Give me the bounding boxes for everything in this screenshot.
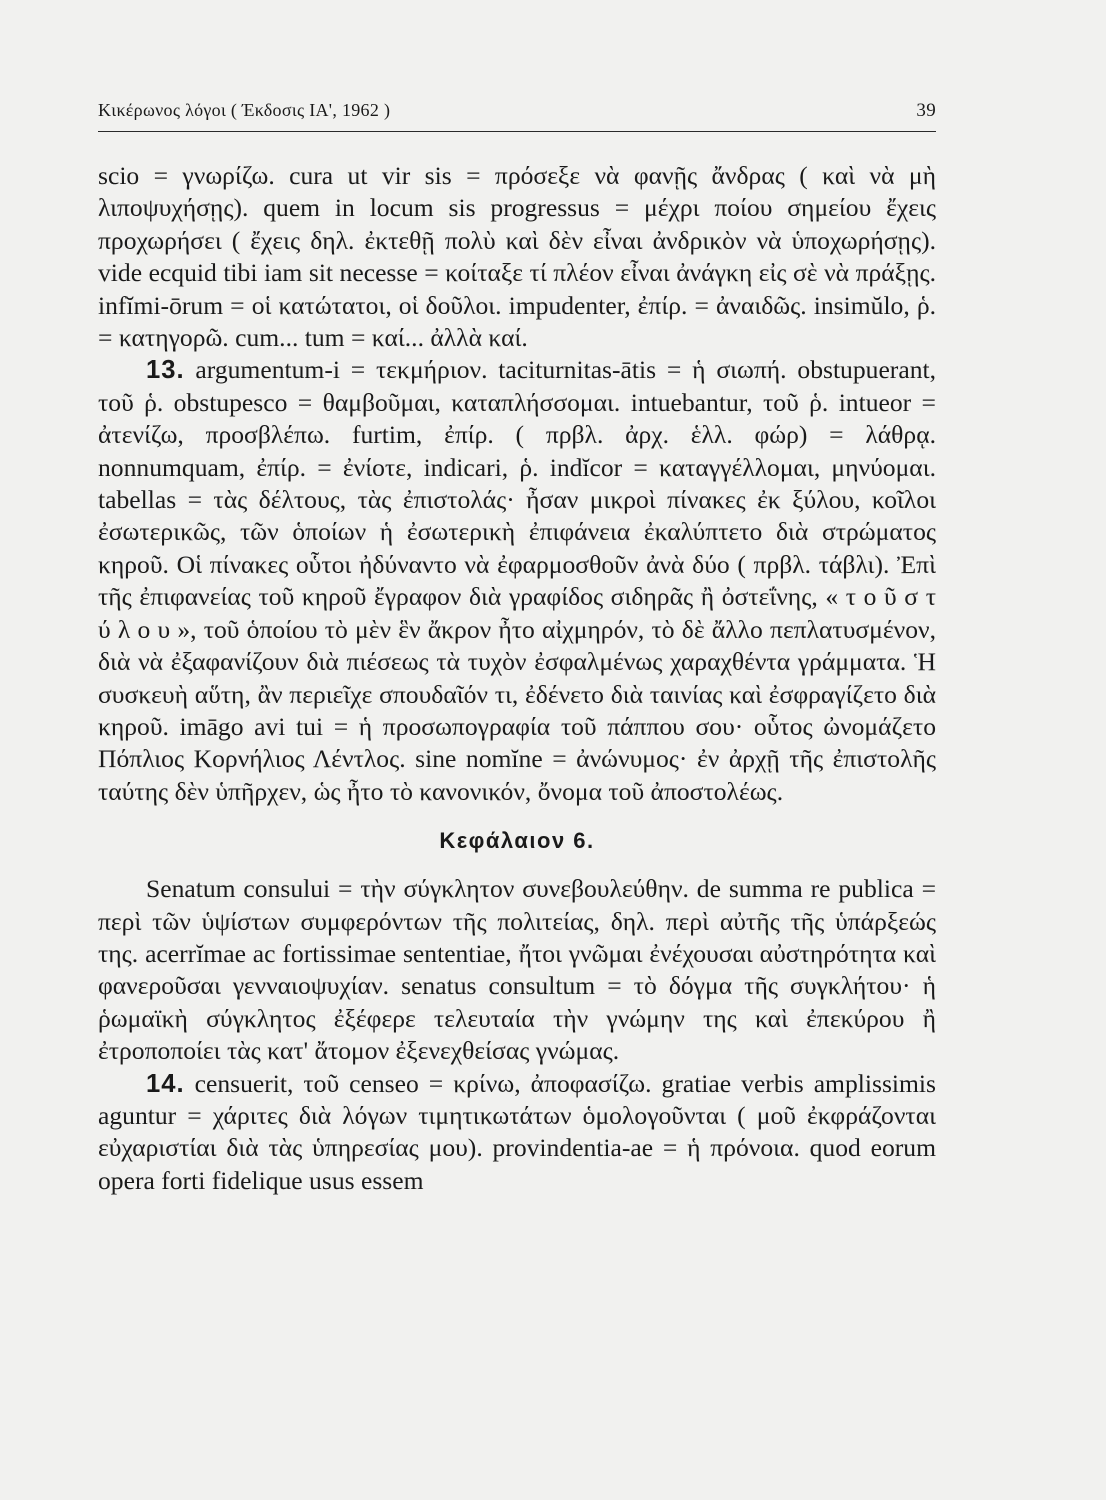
- paragraph-13-text: argumentum-i = τεκμήριον. taciturnitas-ātis = ἡ σιωπή. obstupuerant, τοῦ ῥ. obstupesco = θαμβοῦμαι, καταπλήσσομαι. intuebantur, τοῦ ῥ. intueor = ἀτενίζω, προσβλέπω. furtim, ἐπίρ. ( πρβλ. ἀρχ. ἑλλ. φώρ) = λάθρᾳ. nonnumquam, ἐπίρ. = ἐνίοτε, indicari, ῥ. indĭcor = καταγγέλλομαι, μηνύομαι. tabellas = τὰς δέλτους, τὰς ἐπιστολάς· ἦσαν μικροὶ πίνακες ἐκ ξύλου, κοῖλοι ἐσωτερικῶς, τῶν ὁποίων ἡ ἐσωτερικὴ ἐπιφάνεια ἐκαλύπτετο διὰ στρώματος κηροῦ. Οἱ πίνακες οὗτοι ἠδύναντο νὰ ἐφαρμοσθοῦν ἀνὰ δύο ( πρβλ. τάβλι). Ἐπὶ τῆς ἐπιφανείας τοῦ κηροῦ ἔγραφον διὰ γραφίδος σιδηρᾶς ἢ ὀστεΐνης, « τ ο ῦ σ τ ύ λ ο υ », τοῦ ὁποίου τὸ μὲν ἓν ἄκρον ἦτο αἰχμηρόν, τὸ δὲ ἄλλο πεπλατυσμένον, διὰ νὰ ἐξαφανίζουν διὰ πιέσεως τὰ τυχὸν ἐσφαλμένως χαραχθέντα γράμματα. Ἡ συσκευὴ αὕτη, ἂν περιεῖχε σπουδαῖόν τι, ἐδένετο διὰ ταινίας καὶ ἐσφραγίζετο διὰ κηροῦ. imāgo avi tui = ἡ προσωπογραφία τοῦ πάππου σου· οὗτος ὠνομάζετο Πόπλιος Κορνήλιος Λέντλος. sine nomĭne = ἀνώνυμος· ἐν ἀρχῇ τῆς ἐπιστολῆς ταύτης δὲν ὑπῆρχεν, ὡς ἦτο τὸ κανονικόν, ὄνομα τοῦ ἀποστολέως.: [98, 355, 937, 806]
- paragraph-chapter-6-intro: Senatum consului = τὴν σύγκλητον συνεβουλεύθην. de summa re publica = περὶ τῶν ὑψίστων συμφερόντων τῆς πολιτείας, δηλ. περὶ αὐτῆς τῆς ὑπάρξεώς της. acerrĭmae ac fortissimae sententiae, ἤτοι γνῶμαι ἐνέχουσαι αὐστηρότητα καὶ φανεροῦσαι γενναιοψυχίαν. senatus consultum = τὸ δόγμα τῆς συγκλήτου· ἡ ῥωμαϊκὴ σύγκλητος ἐξέφερε τελευταία τὴν γνώμην της καὶ ἐπεκύρου ἢ ἐτροποποίει τὰς κατ' ἄτομον ἐξενεχθείσας γνώμας.: [98, 874, 936, 1066]
- section-number-14: 14.: [146, 1069, 185, 1098]
- book-page: [98, 100, 936, 1197]
- running-header: [98, 100, 936, 132]
- chapter-heading: Κεφάλαιον 6.: [439, 828, 595, 854]
- paragraph-glosses-13: [98, 354, 936, 808]
- paragraph-glosses-12: scio = γνωρίζω. cura ut vir sis = πρόσεξε νὰ φανῇς ἄνδρας ( καὶ νὰ μὴ λιποψυχήσῃς). quem in locum sis progressus = μέχρι ποίου σημείου ἔχεις προχωρήσει ( ἔχεις δηλ. ἐκτεθῇ πολὺ καὶ δὲν εἶναι ἀνδρικὸν νὰ ὑποχωρήσῃς). vide ecquid tibi iam sit necesse = κοίταξε τί πλέον εἶναι ἀνάγκη εἰς σὲ νὰ πράξῃς. infĭmi-ōrum = οἱ κατώτατοι, οἱ δοῦλοι. impudenter, ἐπίρ. = ἀναιδῶς. insimŭlo, ῥ. = κατηγορῶ. cum... tum = καί... ἀλλὰ καί.: [98, 161, 936, 353]
- page-body: [98, 160, 936, 1197]
- paragraph-glosses-14: [98, 1068, 936, 1198]
- page-number: 39: [916, 100, 936, 121]
- section-number-13: 13.: [146, 356, 185, 385]
- paragraph-14-text: censuerit, τοῦ censeo = κρίνω, ἀποφασίζω. gratiae verbis amplissimis aguntur = χάριτες διὰ λόγων τιμητικωτάτων ὁμολογοῦνται ( μοῦ ἐκφράζονται εὐχαριστίαι διὰ τὰς ὑπηρεσίας μου). provindentia-ae = ἡ πρόνοια. quod eorum opera forti fidelique usus essem: [98, 1068, 936, 1195]
- running-title: Κικέρωνος λόγοι ( Έκδοσις ΙΑ', 1962 ): [98, 100, 391, 120]
